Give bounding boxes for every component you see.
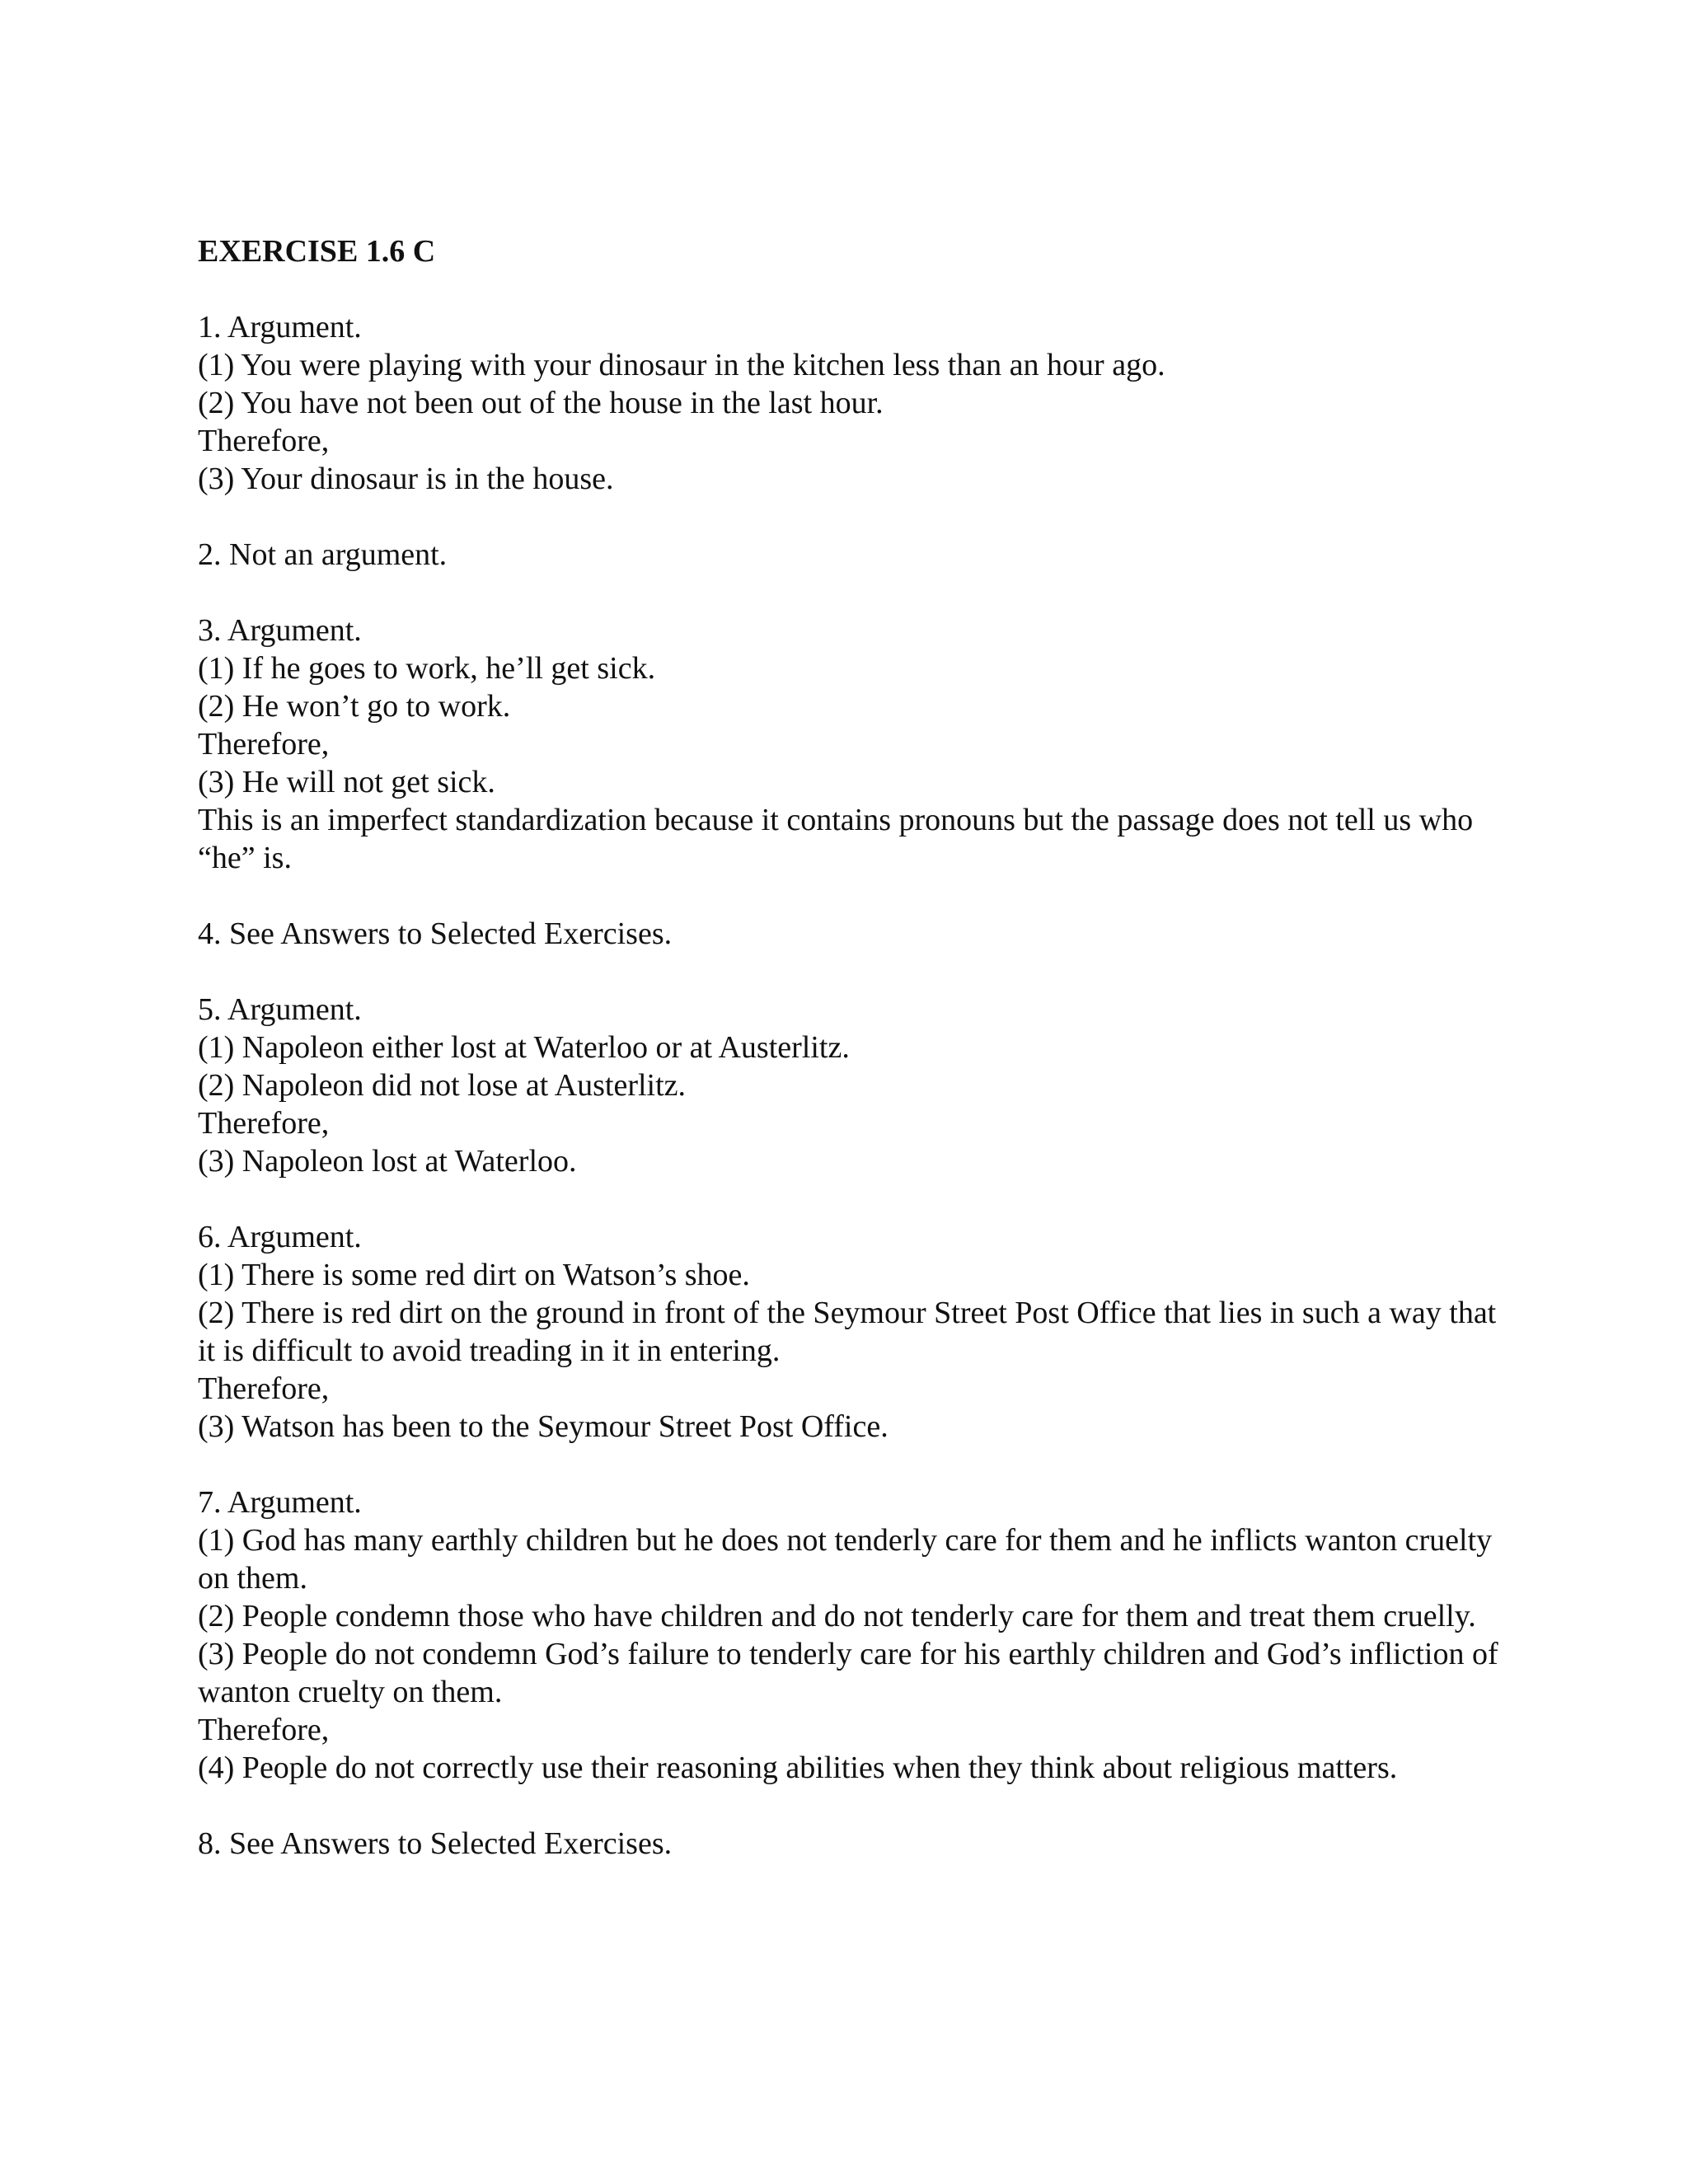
therefore-line: Therefore, xyxy=(198,1106,330,1141)
exercise-item-5 xyxy=(198,991,1517,1180)
therefore-line: Therefore, xyxy=(198,424,330,458)
premise-line: (2) He won’t go to work. xyxy=(198,689,511,724)
exercise-heading: 1. Argument. xyxy=(198,310,362,344)
conclusion-line: (3) Your dinosaur is in the house. xyxy=(198,462,614,496)
exercise-item-3 xyxy=(198,612,1517,877)
exercise-heading: 8. See Answers to Selected Exercises. xyxy=(198,1826,673,1861)
exercise-title: EXERCISE 1.6 C xyxy=(198,234,436,269)
exercise-heading: 2. Not an argument. xyxy=(198,537,448,572)
premise-line: (2) You have not been out of the house in the last hour. xyxy=(198,386,884,420)
exercise-item-2 xyxy=(198,536,1517,574)
exercise-heading: 4. See Answers to Selected Exercises. xyxy=(198,916,673,951)
premise-line: (2) There is red dirt on the ground in front of the Seymour Street Post Office that lies in such a way that it is difficult to avoid treading in it in entering. xyxy=(198,1296,1497,1368)
premise-line: (2) Napoleon did not lose at Austerlitz. xyxy=(198,1068,687,1103)
premise-line: (2) People condemn those who have children and do not tenderly care for them and treat them cruelly. xyxy=(198,1599,1476,1633)
premise-line: (1) You were playing with your dinosaur in the kitchen less than an hour ago. xyxy=(198,348,1165,382)
premise-line: (3) People do not condemn God’s failure to tenderly care for his earthly children and God’s infliction of wanton cruelty on them. xyxy=(198,1637,1498,1709)
exercise-item-4 xyxy=(198,915,1517,953)
conclusion-line: (3) Napoleon lost at Waterloo. xyxy=(198,1144,577,1179)
conclusion-line: (3) Watson has been to the Seymour Street Post Office. xyxy=(198,1409,889,1444)
exercise-heading: 5. Argument. xyxy=(198,992,362,1027)
exercise-heading: 6. Argument. xyxy=(198,1220,362,1254)
exercise-item-8 xyxy=(198,1825,1517,1863)
premise-line: (1) God has many earthly children but he does not tenderly care for them and he inflicts wanton cruelty on them. xyxy=(198,1523,1493,1596)
premise-line: (1) Napoleon either lost at Waterloo or at Austerlitz. xyxy=(198,1030,850,1065)
therefore-line: Therefore, xyxy=(198,727,330,762)
exercise-item-7 xyxy=(198,1483,1517,1787)
conclusion-line: (4) People do not correctly use their reasoning abilities when they think about religious matters. xyxy=(198,1750,1398,1785)
premise-line: (1) There is some red dirt on Watson’s shoe. xyxy=(198,1258,750,1292)
conclusion-line: (3) He will not get sick. xyxy=(198,765,495,799)
note-line: This is an imperfect standardization because it contains pronouns but the passage does not tell us who “he” is. xyxy=(198,803,1474,875)
therefore-line: Therefore, xyxy=(198,1713,330,1747)
exercise-heading: 7. Argument. xyxy=(198,1485,362,1520)
exercise-item-6 xyxy=(198,1218,1517,1446)
therefore-line: Therefore, xyxy=(198,1371,330,1406)
document-page xyxy=(198,232,1517,1900)
exercise-item-1 xyxy=(198,308,1517,498)
premise-line: (1) If he goes to work, he’ll get sick. xyxy=(198,651,656,686)
exercise-heading: 3. Argument. xyxy=(198,613,362,648)
